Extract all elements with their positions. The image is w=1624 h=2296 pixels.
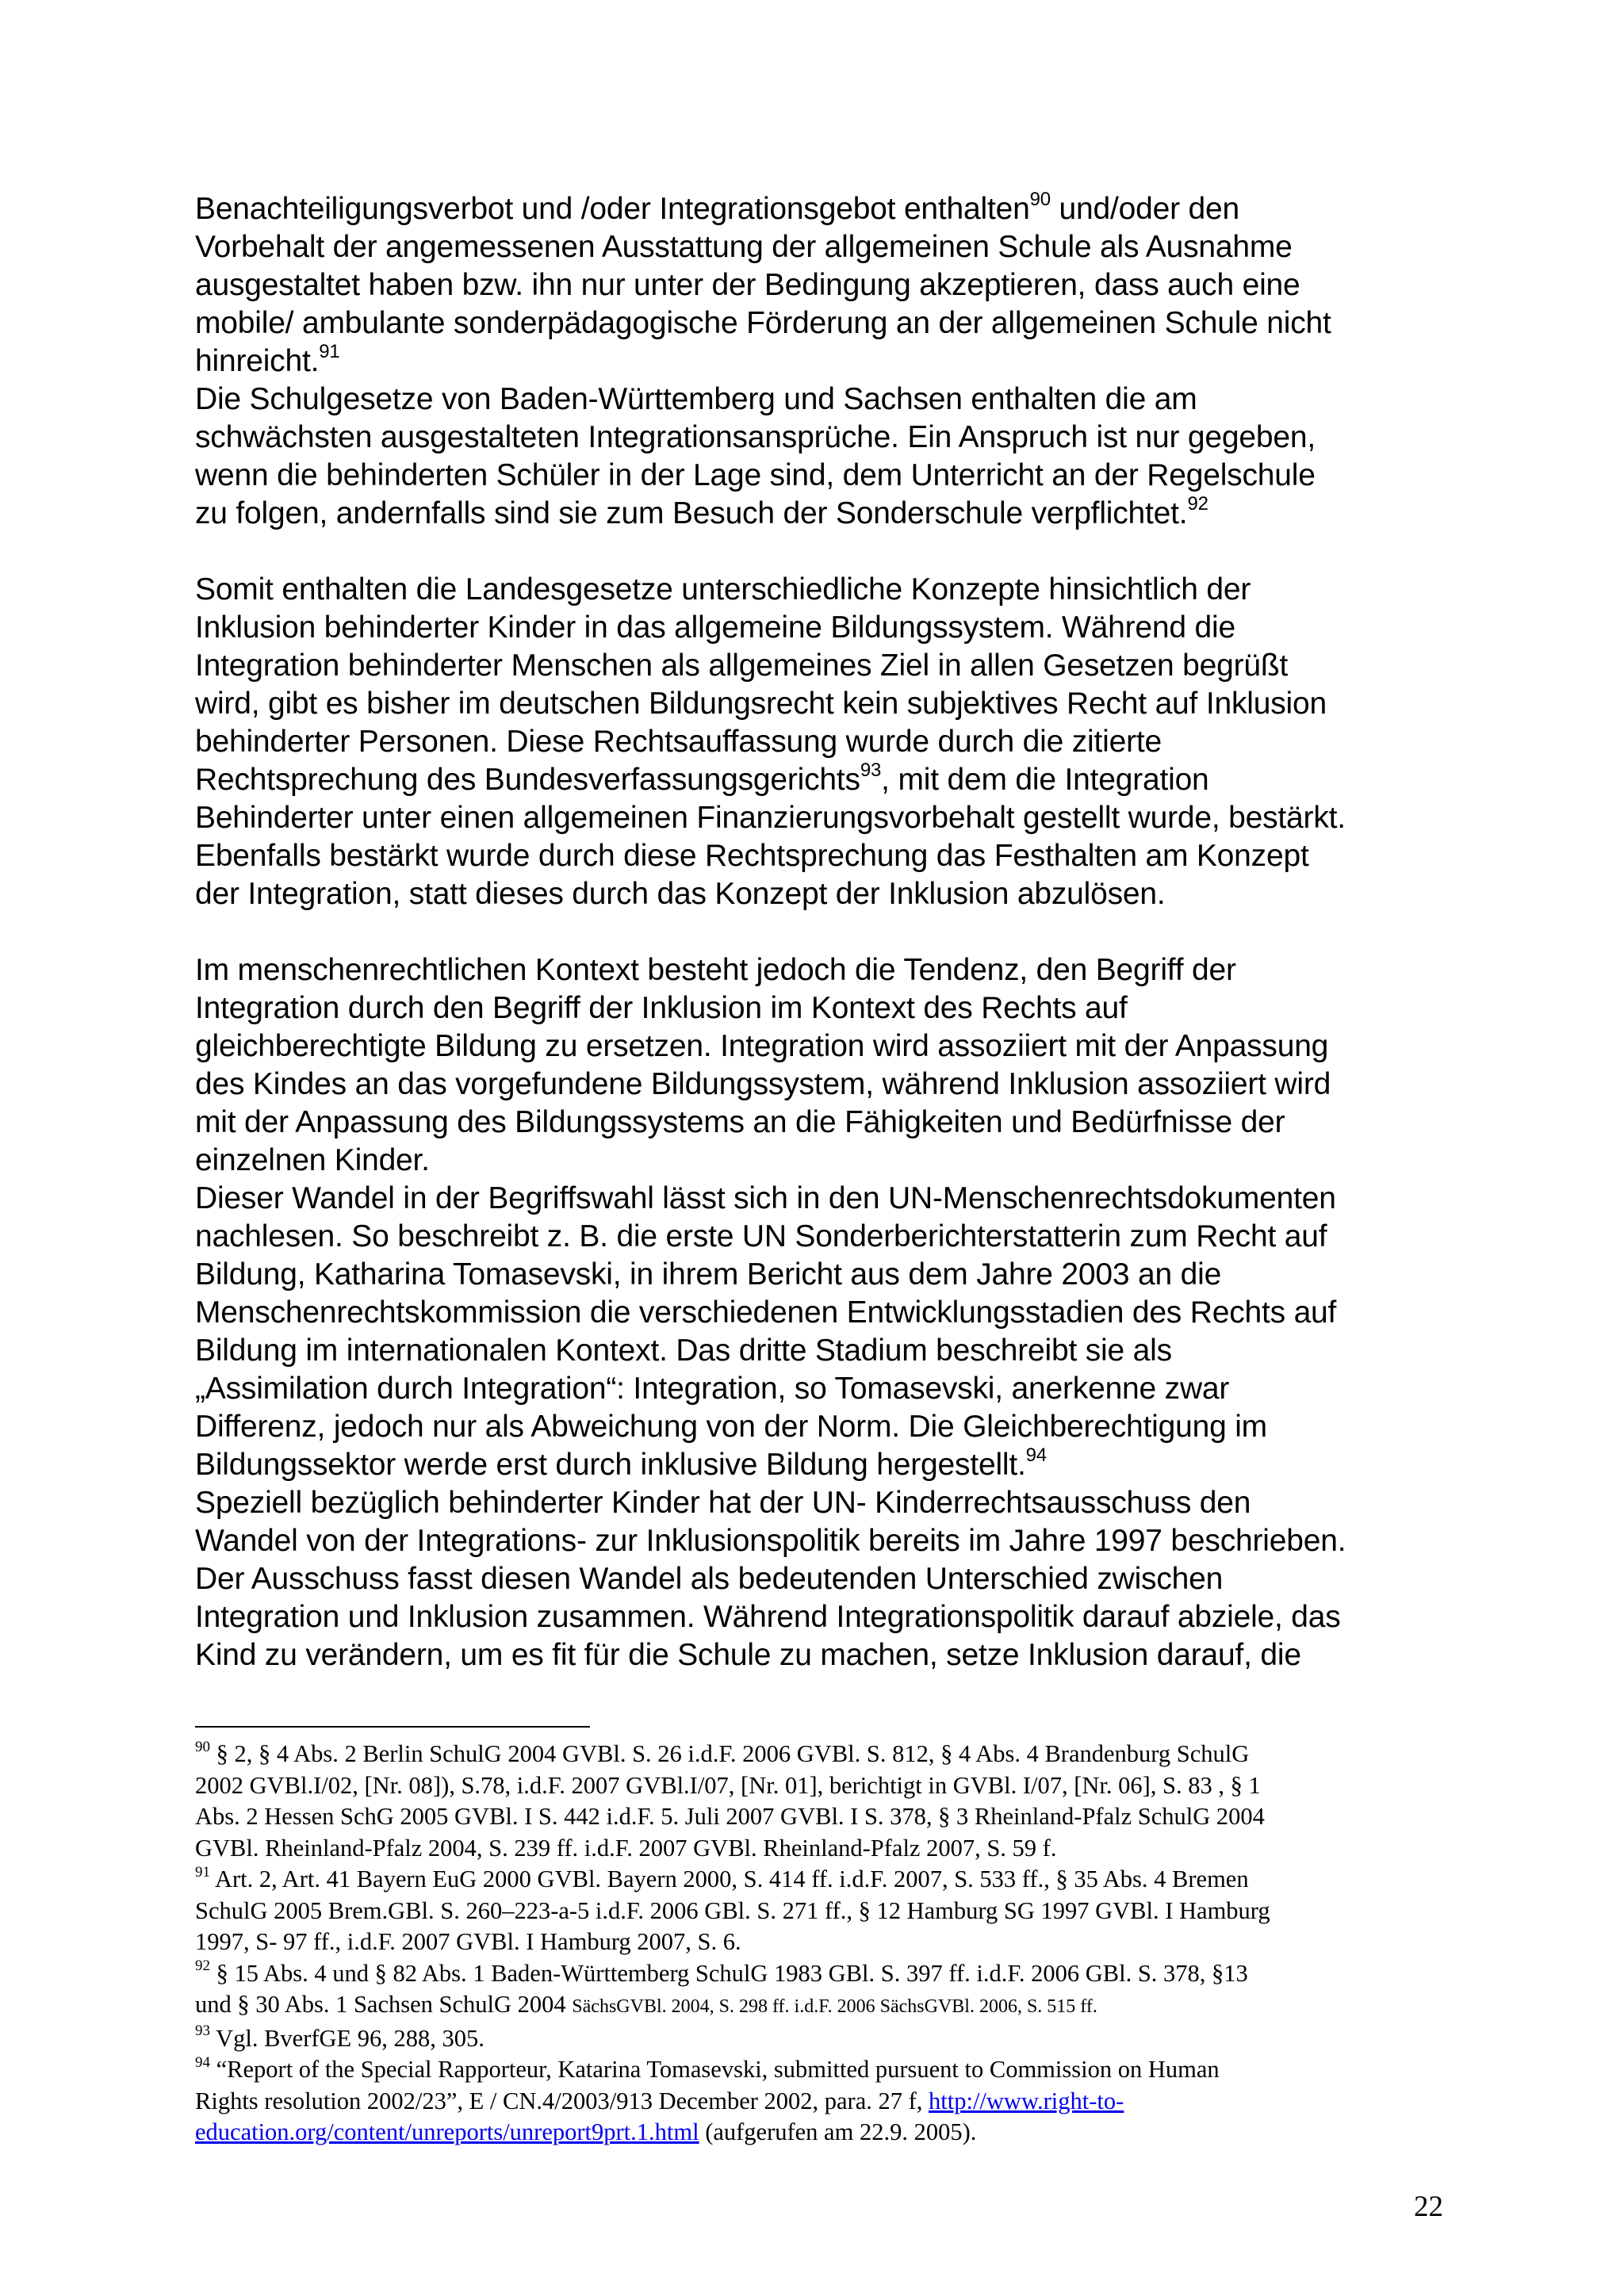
footnote-line: [195, 1864, 1464, 1896]
footnote-line: [195, 2054, 1464, 2086]
line-text: nachlesen. So beschreibt z. B. die erste UN Sonderberichterstatterin zum Recht auf: [195, 1219, 1327, 1253]
footnote-text: Rights resolution 2002/23”, E / CN.4/2003/913 December 2002, para. 27 f,: [195, 2087, 929, 2114]
footnote-text-small: SächsGVBl. 2004, S. 298 ff. i.d.F. 2006 SächsGVBl. 2006, S. 515 ff.: [572, 1996, 1097, 2017]
footnote-text: “Report of the Special Rapporteur, Katarina Tomasevski, submitted pursuent to Commission on Human: [210, 2056, 1220, 2083]
footnote-number: 93: [195, 2022, 210, 2040]
line-text: Inklusion behinderter Kinder in das allgemeine Bildungssystem. Während die: [195, 610, 1235, 645]
line-text: Im menschenrechtlichen Kontext besteht jedoch die Tendenz, den Begriff der: [195, 953, 1236, 987]
text-line: [195, 1522, 1464, 1560]
footnote-line: [195, 1739, 1464, 1770]
line-text: des Kindes an das vorgefundene Bildungssystem, während Inklusion assoziiert wird: [195, 1067, 1331, 1101]
footnote-line: [195, 1989, 1464, 2023]
line-text: mit der Anpassung des Bildungssystems an die Fähigkeiten und Bedürfnisse der: [195, 1105, 1285, 1139]
line-text: Ebenfalls bestärkt wurde durch diese Rechtsprechung das Festhalten am Konzept: [195, 839, 1309, 873]
line-text: Der Ausschuss fasst diesen Wandel als bedeutenden Unterschied zwischen: [195, 1562, 1224, 1596]
footnote-line: [195, 1958, 1464, 1990]
text-line: [195, 1027, 1464, 1066]
footnote-reference[interactable]: 93: [860, 760, 882, 781]
line-text: hinreicht.: [195, 344, 320, 378]
footnote-93: [195, 2023, 1464, 2055]
footnote-line: [195, 1801, 1464, 1833]
line-text: einzelnen Kinder.: [195, 1143, 430, 1177]
paragraph: [195, 951, 1464, 1674]
footnote-text: Art. 2, Art. 41 Bayern EuG 2000 GVBl. Bayern 2000, S. 414 ff. i.d.F. 2007, S. 533 ff., § 35 Abs. 4 Bremen: [210, 1866, 1249, 1892]
text-line: [195, 1598, 1464, 1636]
footnote-line: [195, 1896, 1464, 1927]
line-text: Speziell bezüglich behinderter Kinder hat der UN- Kinderrechtsausschuss den: [195, 1486, 1251, 1520]
footnote-line: [195, 1770, 1464, 1802]
footnote-90: [195, 1739, 1464, 1864]
footnote-text: (aufgerufen am 22.9. 2005).: [699, 2118, 977, 2145]
line-text: Benachteiligungsverbot und /oder Integrationsgebot enthalten: [195, 192, 1030, 226]
text-line: [195, 989, 1464, 1027]
line-text: Menschenrechtskommission die verschiedenen Entwicklungsstadien des Rechts auf: [195, 1295, 1337, 1330]
footnote-line: [195, 1833, 1464, 1865]
text-line: [195, 951, 1464, 989]
line-text: Wandel von der Integrations- zur Inklusionspolitik bereits im Jahre 1997 beschrieben.: [195, 1524, 1346, 1558]
text-line: [195, 1446, 1464, 1484]
footnote-text: § 2, § 4 Abs. 2 Berlin SchulG 2004 GVBl. S. 26 i.d.F. 2006 GVBl. S. 812, § 4 Abs. 4 Brandenburg SchulG: [210, 1740, 1250, 1767]
footnote-separator: [195, 1726, 590, 1728]
footnote-line: [195, 2086, 1464, 2118]
text-line: [195, 1066, 1464, 1104]
footnote-text: § 15 Abs. 4 und § 82 Abs. 1 Baden-Württemberg SchulG 1983 GBl. S. 397 ff. i.d.F. 2006 GBl. S. 378, §13: [210, 1959, 1248, 1987]
line-text: der Integration, statt dieses durch das Konzept der Inklusion abzulösen.: [195, 877, 1166, 911]
line-text: zu folgen, andernfalls sind sie zum Besuch der Sonderschule verpflichtet.: [195, 496, 1188, 530]
footnote-number: 90: [195, 1738, 210, 1755]
line-text: Integration und Inklusion zusammen. Während Integrationspolitik darauf abziele, das: [195, 1600, 1341, 1634]
footnote-line: [195, 2023, 1464, 2055]
text-line: [195, 1484, 1464, 1522]
body-text: [195, 190, 1464, 1674]
line-text: und/oder den: [1050, 192, 1240, 226]
text-line: [195, 723, 1464, 761]
line-text: Kind zu verändern, um es fit für die Schule zu machen, setze Inklusion darauf, die: [195, 1638, 1301, 1672]
footnote-link[interactable]: education.org/content/unreports/unreport9prt.1.html: [195, 2118, 699, 2145]
line-text: Differenz, jedoch nur als Abweichung von der Norm. Die Gleichberechtigung im: [195, 1410, 1267, 1444]
text-line: [195, 457, 1464, 495]
line-text: schwächsten ausgestalteten Integrationsansprüche. Ein Anspruch ist nur gegeben,: [195, 420, 1316, 454]
footnote-line: [195, 1927, 1464, 1958]
footnote-text: Vgl. BverfGE 96, 288, 305.: [210, 2024, 485, 2052]
text-line: [195, 799, 1464, 837]
footnote-reference[interactable]: 91: [319, 341, 340, 362]
footnote-reference[interactable]: 94: [1025, 1445, 1047, 1466]
text-line: [195, 1218, 1464, 1256]
text-line: [195, 875, 1464, 913]
line-text: Dieser Wandel in der Begriffswahl lässt sich in den UN-Menschenrechtsdokumenten: [195, 1181, 1336, 1215]
line-text: Bildung, Katharina Tomasevski, in ihrem Bericht aus dem Jahre 2003 an die: [195, 1257, 1222, 1292]
line-text: wenn die behinderten Schüler in der Lage sind, dem Unterricht an der Regelschule: [195, 458, 1316, 492]
line-text: , mit dem die Integration: [881, 763, 1209, 797]
text-line: [195, 647, 1464, 685]
footnote-reference[interactable]: 90: [1029, 189, 1051, 210]
line-text: gleichberechtigte Bildung zu ersetzen. Integration wird assoziiert mit der Anpassung: [195, 1029, 1329, 1063]
line-text: Behinderter unter einen allgemeinen Finanzierungsvorbehalt gestellt wurde, bestärkt.: [195, 801, 1346, 835]
footnote-number: 94: [195, 2053, 210, 2071]
line-text: „Assimilation durch Integration“: Integration, so Tomasevski, anerkenne zwar: [195, 1372, 1230, 1406]
line-text: Vorbehalt der angemessenen Ausstattung der allgemeinen Schule als Ausnahme: [195, 230, 1293, 264]
line-text: Rechtsprechung des Bundesverfassungsgerichts: [195, 763, 860, 797]
footnote-text: 2002 GVBl.I/02, [Nr. 08]), S.78, i.d.F. 2007 GVBl.I/07, [Nr. 01], berichtigt in GVBl. I/07, [Nr. 06], S. 83 , § 1: [195, 1771, 1261, 1799]
text-line: [195, 1332, 1464, 1370]
text-line: [195, 761, 1464, 799]
text-line: [195, 1142, 1464, 1180]
footnotes: [195, 1739, 1464, 2149]
footnote-text: GVBl. Rheinland-Pfalz 2004, S. 239 ff. i.d.F. 2007 GVBl. Rheinland-Pfalz 2007, S. 59 f.: [195, 1834, 1057, 1862]
footnote-91: [195, 1864, 1464, 1958]
footnote-line: [195, 2117, 1464, 2149]
footnote-text: 1997, S- 97 ff., i.d.F. 2007 GVBl. I Hamburg 2007, S. 6.: [195, 1928, 741, 1955]
footnote-text: Abs. 2 Hessen SchG 2005 GVBl. I S. 442 i.d.F. 5. Juli 2007 GVBl. I S. 378, § 3 Rheinland-Pfalz SchulG 2004: [195, 1803, 1265, 1830]
footnote-number: 92: [195, 1957, 210, 1975]
line-text: Bildung im internationalen Kontext. Das dritte Stadium beschreibt sie als: [195, 1334, 1172, 1368]
text-line: [195, 228, 1464, 266]
text-line: [195, 342, 1464, 381]
text-line: [195, 1180, 1464, 1218]
line-text: mobile/ ambulante sonderpädagogische Förderung an der allgemeinen Schule nicht: [195, 306, 1331, 340]
line-text: wird, gibt es bisher im deutschen Bildungsrecht kein subjektives Recht auf Inklusion: [195, 687, 1327, 721]
text-line: [195, 1294, 1464, 1332]
text-line: [195, 495, 1464, 533]
footnote-92: [195, 1958, 1464, 2023]
page-number: 22: [1414, 2191, 1443, 2223]
text-line: [195, 1370, 1464, 1408]
line-text: ausgestaltet haben bzw. ihn nur unter der Bedingung akzeptieren, dass auch eine: [195, 268, 1300, 302]
paragraph: [195, 190, 1464, 533]
text-line: [195, 1560, 1464, 1598]
text-line: [195, 1636, 1464, 1674]
text-line: [195, 609, 1464, 647]
line-text: behinderter Personen. Diese Rechtsauffassung wurde durch die zitierte: [195, 725, 1162, 759]
line-text: Die Schulgesetze von Baden-Württemberg und Sachsen enthalten die am: [195, 382, 1197, 416]
line-text: Somit enthalten die Landesgesetze unterschiedliche Konzepte hinsichtlich der: [195, 572, 1251, 607]
text-line: [195, 419, 1464, 457]
paragraph: [195, 571, 1464, 913]
text-line: [195, 837, 1464, 875]
text-line: [195, 571, 1464, 609]
text-line: [195, 685, 1464, 723]
footnote-link[interactable]: http://www.right-to-: [929, 2087, 1124, 2114]
text-line: [195, 1408, 1464, 1446]
text-line: [195, 266, 1464, 304]
text-line: [195, 1256, 1464, 1294]
footnote-94: [195, 2054, 1464, 2149]
footnote-number: 91: [195, 1863, 210, 1881]
text-line: [195, 190, 1464, 228]
footnote-reference[interactable]: 92: [1187, 493, 1208, 515]
text-line: [195, 381, 1464, 419]
footnote-text: und § 30 Abs. 1 Sachsen SchulG 2004: [195, 1991, 573, 2018]
footnote-text: SchulG 2005 Brem.GBl. S. 260–223-a-5 i.d.F. 2006 GBl. S. 271 ff., § 12 Hamburg SG 1997 GVBl. I Hamburg: [195, 1896, 1270, 1924]
text-line: [195, 1104, 1464, 1142]
line-text: Bildungssektor werde erst durch inklusive Bildung hergestellt.: [195, 1448, 1026, 1482]
text-line: [195, 304, 1464, 342]
line-text: Integration behinderter Menschen als allgemeines Ziel in allen Gesetzen begrüßt: [195, 649, 1289, 683]
line-text: Integration durch den Begriff der Inklusion im Kontext des Rechts auf: [195, 991, 1128, 1025]
